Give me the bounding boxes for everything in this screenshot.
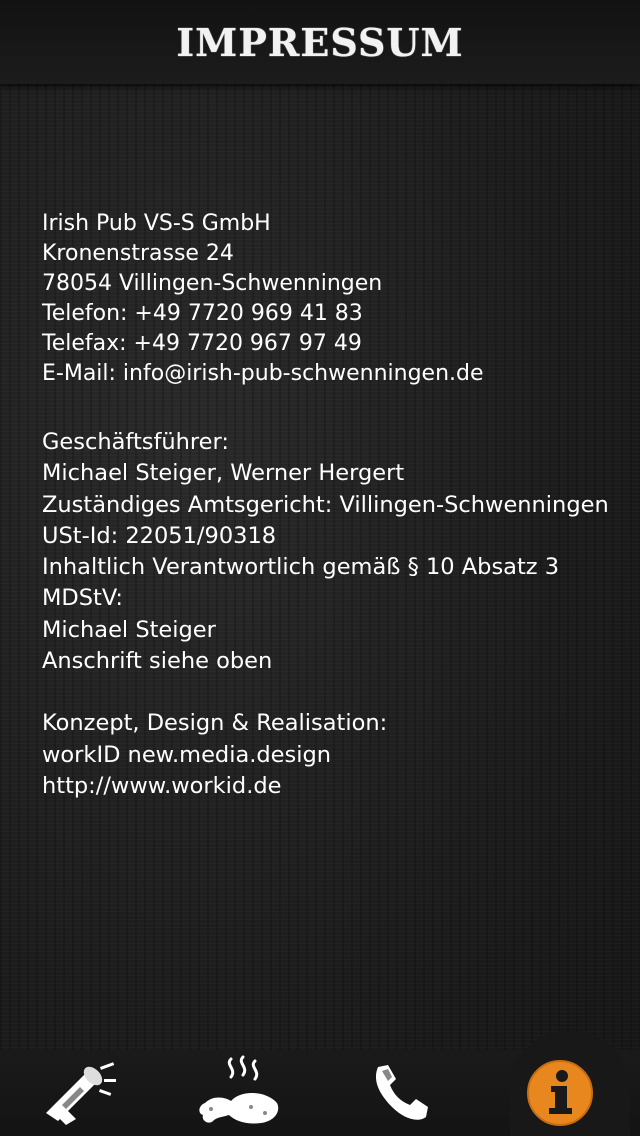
- legal-line: Geschäftsführer:: [42, 429, 229, 455]
- tab-food[interactable]: [160, 1050, 320, 1136]
- legal-line: Michael Steiger: [42, 616, 216, 643]
- legal-line: Inhaltlich Verantwortlich gemäß § 10 Absatz 3: [42, 554, 560, 581]
- credits-line: workID new.media.design: [42, 741, 332, 768]
- credits-line: Konzept, Design & Realisation:: [42, 710, 388, 737]
- impressum-content: [42, 209, 622, 802]
- page-title: IMPRESSUM: [176, 19, 464, 65]
- info-icon: [525, 1058, 595, 1128]
- credits-block: [42, 708, 622, 802]
- website-link[interactable]: http://www.workid.de: [42, 772, 282, 799]
- city: 78054 Villingen-Schwenningen: [42, 271, 383, 296]
- legal-line: USt-Id: 22051/90318: [42, 522, 277, 549]
- address-block: [42, 209, 622, 389]
- tab-phone[interactable]: [320, 1050, 480, 1136]
- fax-line: Telefax: +49 7720 967 97 49: [42, 331, 362, 356]
- tab-info[interactable]: [480, 1050, 640, 1136]
- megaphone-icon: [40, 1061, 120, 1125]
- legal-line: Michael Steiger, Werner Hergert: [42, 460, 405, 487]
- legal-line: MDStV:: [42, 585, 123, 612]
- legal-line: Anschrift siehe oben: [42, 648, 273, 675]
- legal-line: Zuständiges Amtsgericht: Villingen-Schwenningen: [42, 491, 609, 518]
- tab-news[interactable]: [0, 1050, 160, 1136]
- food-icon: [195, 1055, 285, 1131]
- legal-block: [42, 427, 622, 677]
- tab-bar: [0, 1050, 640, 1136]
- phone-icon: [368, 1061, 432, 1125]
- header-bar: [0, 0, 640, 84]
- email-line[interactable]: E-Mail: info@irish-pub-schwenningen.de: [42, 361, 484, 386]
- street: Kronenstrasse 24: [42, 241, 234, 266]
- company-name: Irish Pub VS-S GmbH: [42, 211, 271, 236]
- phone-line[interactable]: Telefon: +49 7720 969 41 83: [42, 301, 363, 326]
